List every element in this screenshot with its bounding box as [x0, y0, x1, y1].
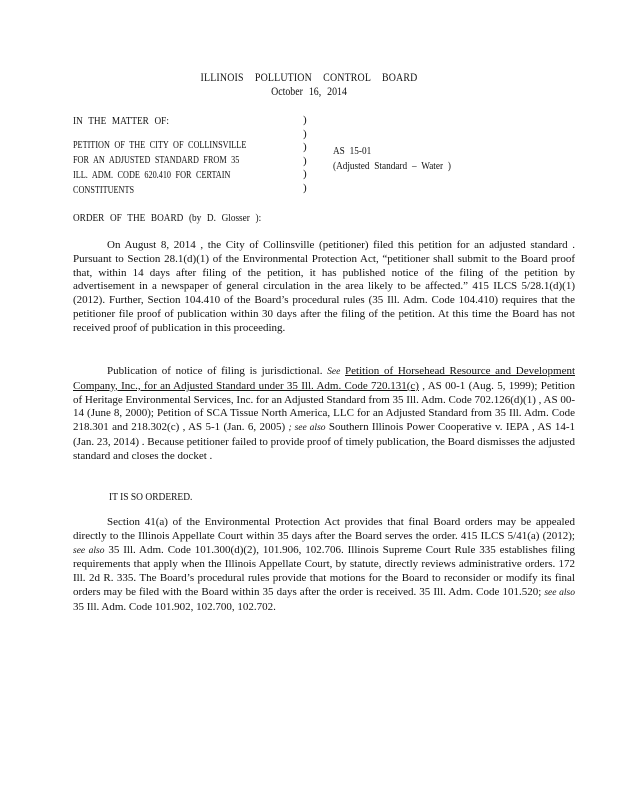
paren: ): [303, 154, 307, 167]
p3-see-also: see also: [73, 545, 105, 556]
it-is-so-ordered: IT IS SO ORDERED.: [109, 491, 193, 503]
paren: ): [303, 168, 307, 180]
paragraph-3: [73, 516, 575, 615]
caption-line: PETITION OF THE CITY OF COLLINSVILLE: [73, 140, 247, 151]
p3-see-also: see also: [544, 587, 576, 598]
petition-caption: [73, 138, 246, 198]
p2-middle: , AS 00-1 (Aug. 5, 1999); Petition of Heritage Environmental Services, Inc. for an Adjusted Standard from 35 Ill. Adm. Code 702.126(d)(1) , AS 00-14 (June 8, 2000); Petition of SCA Tissue North America, LLC for an Adjusted Standard from 35 Ill. Adm. Code 218.301 and 218.302(c) , AS 5-1 (Jan. 6, 2005): [73, 379, 576, 434]
case-number: AS 15-01: [333, 145, 372, 157]
case-info: [333, 144, 451, 174]
case-type: (Adjusted Standard – Water ): [333, 160, 451, 172]
order-heading: ORDER OF THE BOARD (by D. Glosser ):: [73, 212, 262, 224]
p2-case-citation: Petition of Horsehead Resource and Development Company, Inc., for an Adjusted Standard under 35 Ill. Adm. Code 720.131(c): [73, 365, 576, 392]
p3-end: 35 Ill. Adm. Code 101.902, 102.700, 102.702.: [73, 600, 276, 613]
order-date: October 16, 2014: [271, 86, 347, 98]
paren: ): [303, 127, 307, 140]
paren: ): [303, 141, 307, 153]
paragraph-1: On August 8, 2014 , the City of Collinsville (petitioner) filed this petition for an adjusted standard . Pursuant to Section 28.1(d)(1) of the Environmental Protection Act, “petitioner shall submit to the Board proof that, within 14 days after filing of the petition, it has published notice of the filing of the petition by advertisement in a newspaper of general circulation in the area likely to be affected.” 415 ILCS 5/28.1(d)(1) (2012). Further, Section 104.410 of the Board’s procedural rules (35 Ill. Adm. Code 104.410) requires that the petitioner file proof of publication within 30 days after the filing of the petition. At this time the Board has not received proof of publication in this proceeding.: [73, 239, 575, 334]
caption-line: FOR AN ADJUSTED STANDARD FROM 35: [73, 155, 240, 166]
paren: ): [303, 114, 307, 126]
caption-parentheses: [303, 114, 307, 195]
p2-start: Publication of notice of filing is jurisdictional.: [107, 365, 323, 377]
p3-start: Section 41(a) of the Environmental Protection Act provides that final Board orders may be appealed directly to the Illinois Appellate Court within 35 days after the Board serves the order. 415 ILCS 5/41(a) (2012);: [73, 516, 575, 542]
caption-line: ILL. ADM. CODE 620.410 FOR CERTAIN: [73, 170, 231, 181]
p2-end: Southern Illinois Power Cooperative v. IEPA , AS 14-1 (Jan. 23, 2014) . Because petitioner failed to provide proof of timely publication, the Board dismisses the adjusted standard and closes the docket .: [73, 421, 576, 462]
paren: ): [303, 181, 307, 194]
p3-middle: 35 Ill. Adm. Code 101.300(d)(2), 101.906, 102.706. Illinois Supreme Court Rule 335 establishes filing requirements that apply when the Illinois Appellate Court, by statute, directly reviews administrative orders. 172 Ill. 2d R. 335. The Board’s procedural rules provide that motions for the Board to reconsider or modify its final orders may be filed with the Board within 35 days after the order is received. 35 Ill. Adm. Code 101.520;: [73, 543, 576, 598]
paragraph-2: [73, 365, 575, 464]
p2-see-also: ; see also: [288, 423, 326, 434]
agency-title: ILLINOIS POLLUTION CONTROL BOARD: [200, 72, 418, 84]
caption-line: CONSTITUENTS: [73, 185, 135, 196]
p2-see: See: [327, 367, 341, 377]
in-the-matter-label: IN THE MATTER OF:: [73, 115, 169, 127]
